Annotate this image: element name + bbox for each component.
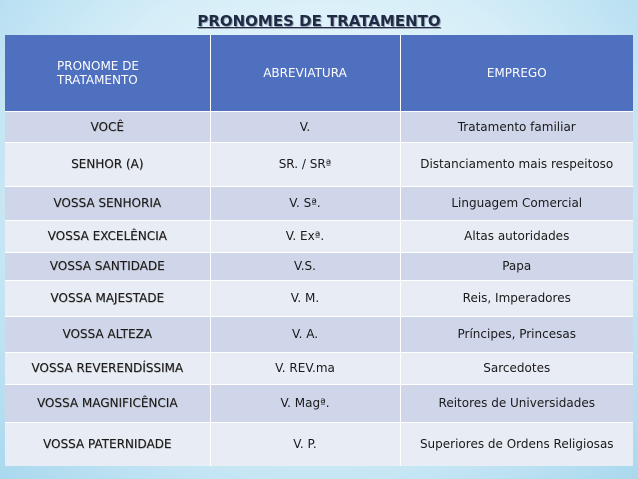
cell-abreviatura: V. Magª. bbox=[210, 385, 400, 423]
table-header-row bbox=[5, 35, 633, 112]
cell-abreviatura: SR. / SRª bbox=[210, 143, 400, 187]
cell-pronome: VOSSA EXCELÊNCIA bbox=[5, 221, 210, 253]
cell-abreviatura: V. Sª. bbox=[210, 187, 400, 221]
cell-emprego: Linguagem Comercial bbox=[400, 187, 633, 221]
cell-abreviatura: V.S. bbox=[210, 253, 400, 281]
table-row bbox=[5, 385, 633, 423]
cell-abreviatura: V. Exª. bbox=[210, 221, 400, 253]
cell-emprego: Tratamento familiar bbox=[400, 112, 633, 143]
cell-pronome: VOSSA REVERENDÍSSIMA bbox=[5, 353, 210, 385]
cell-abreviatura: V. M. bbox=[210, 281, 400, 317]
header-emprego: EMPREGO bbox=[400, 35, 633, 112]
cell-pronome: VOCÊ bbox=[5, 112, 210, 143]
table-row bbox=[5, 253, 633, 281]
cell-pronome: VOSSA ALTEZA bbox=[5, 317, 210, 353]
pronouns-table bbox=[5, 35, 633, 466]
cell-abreviatura: V. REV.ma bbox=[210, 353, 400, 385]
table-row bbox=[5, 112, 633, 143]
table-row bbox=[5, 317, 633, 353]
cell-emprego: Papa bbox=[400, 253, 633, 281]
cell-emprego: Superiores de Ordens Religiosas bbox=[400, 423, 633, 466]
cell-emprego: Príncipes, Princesas bbox=[400, 317, 633, 353]
cell-pronome: VOSSA SANTIDADE bbox=[5, 253, 210, 281]
cell-emprego: Reitores de Universidades bbox=[400, 385, 633, 423]
cell-emprego: Reis, Imperadores bbox=[400, 281, 633, 317]
cell-pronome: VOSSA MAJESTADE bbox=[5, 281, 210, 317]
cell-pronome: VOSSA SENHORIA bbox=[5, 187, 210, 221]
cell-emprego: Distanciamento mais respeitoso bbox=[400, 143, 633, 187]
table-row bbox=[5, 143, 633, 187]
cell-abreviatura: V. bbox=[210, 112, 400, 143]
cell-pronome: SENHOR (A) bbox=[5, 143, 210, 187]
cell-emprego: Sarcedotes bbox=[400, 353, 633, 385]
table-row bbox=[5, 187, 633, 221]
cell-abreviatura: V. A. bbox=[210, 317, 400, 353]
cell-pronome: VOSSA PATERNIDADE bbox=[5, 423, 210, 466]
cell-emprego: Altas autoridades bbox=[400, 221, 633, 253]
cell-abreviatura: V. P. bbox=[210, 423, 400, 466]
table-row bbox=[5, 423, 633, 466]
slide-title: PRONOMES DE TRATAMENTO bbox=[197, 12, 441, 30]
table-row bbox=[5, 221, 633, 253]
table-row bbox=[5, 281, 633, 317]
header-abreviatura: ABREVIATURA bbox=[210, 35, 400, 112]
header-pronome: PRONOME DE TRATAMENTO bbox=[5, 35, 210, 112]
table-row bbox=[5, 353, 633, 385]
cell-pronome: VOSSA MAGNIFICÊNCIA bbox=[5, 385, 210, 423]
